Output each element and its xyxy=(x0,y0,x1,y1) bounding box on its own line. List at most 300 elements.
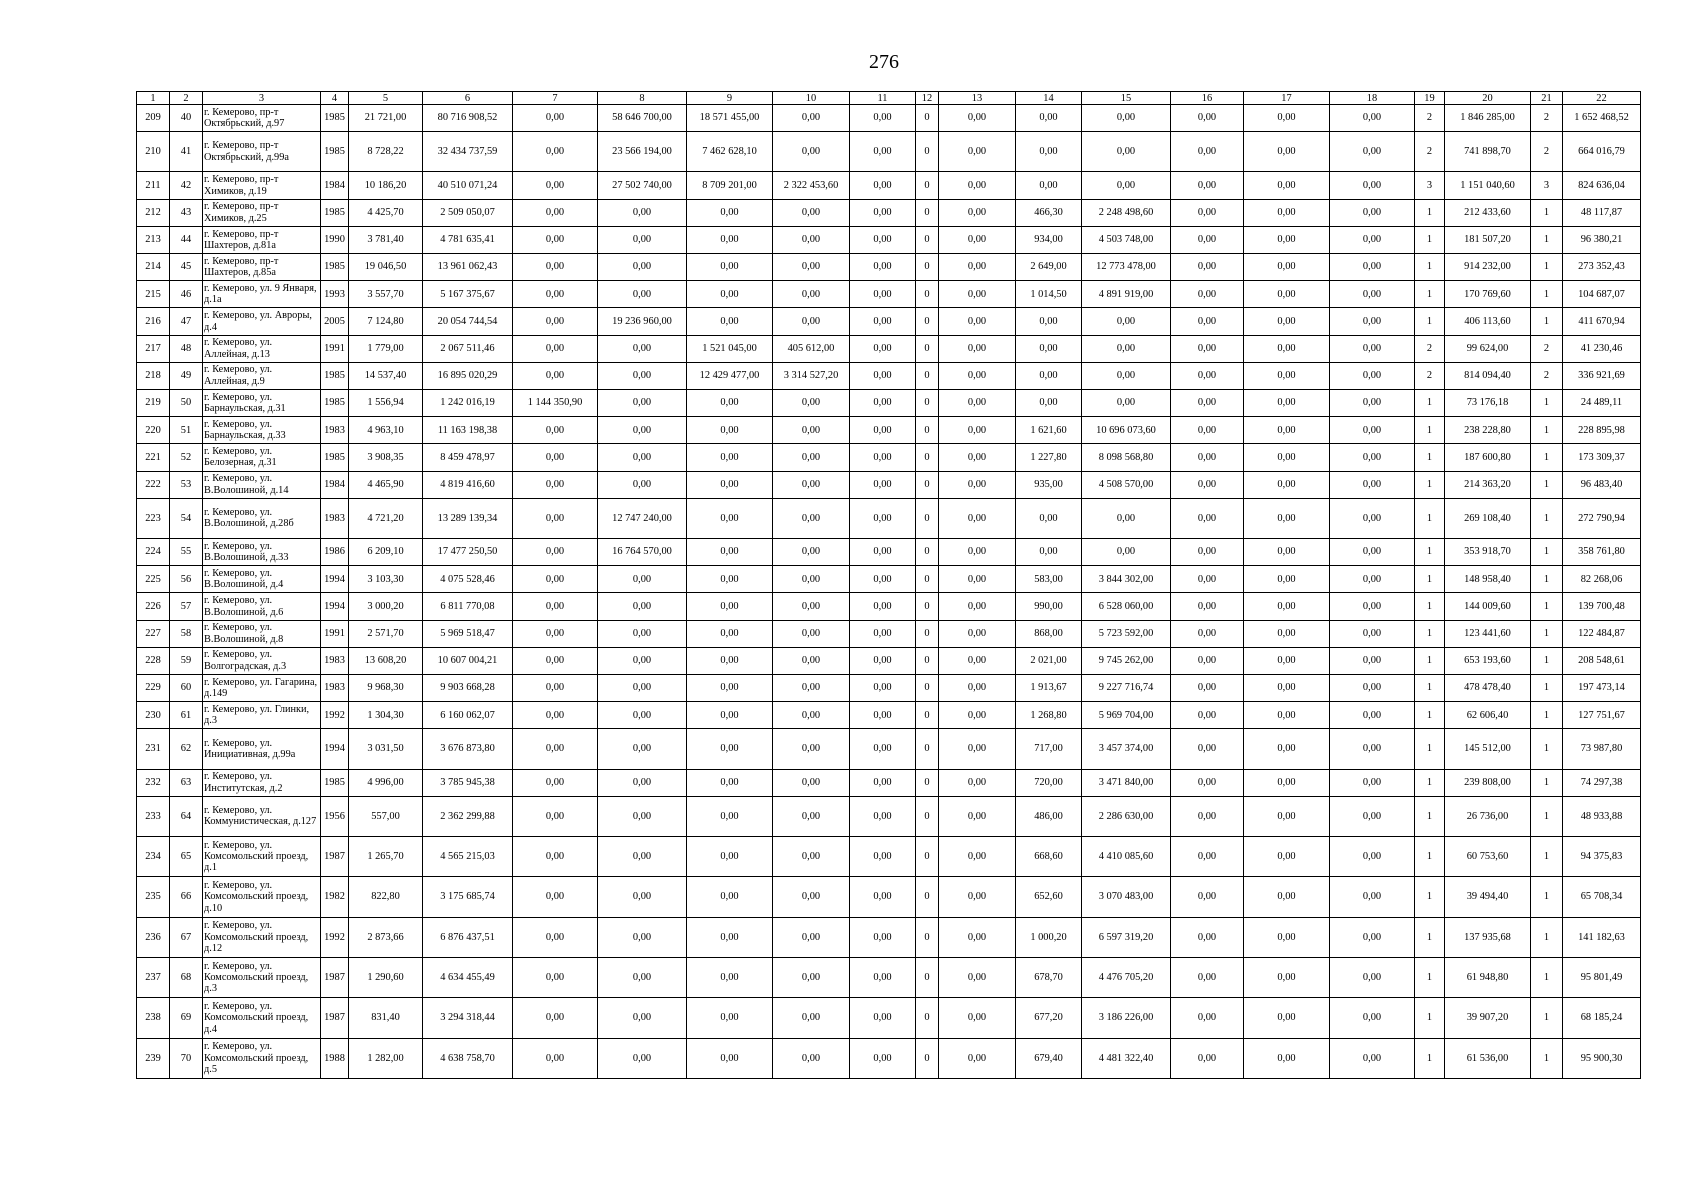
table-cell: 228 895,98 xyxy=(1563,417,1641,444)
table-cell: 80 716 908,52 xyxy=(423,105,513,132)
table-cell: 0,00 xyxy=(850,998,916,1038)
column-number: 1 xyxy=(137,92,170,105)
table-cell: 32 434 737,59 xyxy=(423,132,513,172)
table-cell: 1 xyxy=(1415,674,1445,701)
table-cell: 0,00 xyxy=(1244,539,1330,566)
table-cell: 82 268,06 xyxy=(1563,566,1641,593)
column-number: 20 xyxy=(1445,92,1531,105)
table-cell: 1 xyxy=(1415,796,1445,836)
table-cell: 0,00 xyxy=(773,674,850,701)
table-row xyxy=(137,566,1641,593)
table-cell: 1987 xyxy=(321,998,349,1038)
table-cell: 187 600,80 xyxy=(1445,444,1531,471)
address-cell: г. Кемерово, ул. Глинки, д.3 xyxy=(203,702,321,729)
table-cell: 230 xyxy=(137,702,170,729)
table-cell: 0,00 xyxy=(1244,620,1330,647)
table-cell: 6 597 319,20 xyxy=(1082,917,1171,957)
table-cell: 0 xyxy=(916,362,939,389)
table-cell: 0 xyxy=(916,471,939,498)
table-cell: 0 xyxy=(916,566,939,593)
table-cell: 67 xyxy=(170,917,203,957)
table-cell: 0,00 xyxy=(850,539,916,566)
table-cell: 49 xyxy=(170,362,203,389)
table-cell: 1 xyxy=(1531,958,1563,998)
table-cell: 1984 xyxy=(321,471,349,498)
table-cell: 41 230,46 xyxy=(1563,335,1641,362)
table-cell: 45 xyxy=(170,254,203,281)
table-cell: 0,00 xyxy=(687,281,773,308)
table-cell: 0,00 xyxy=(513,281,598,308)
table-cell: 0,00 xyxy=(773,254,850,281)
table-cell: 212 433,60 xyxy=(1445,199,1531,226)
table-cell: 1 xyxy=(1531,498,1563,538)
table-cell: 1 xyxy=(1531,539,1563,566)
table-cell: 0,00 xyxy=(773,417,850,444)
table-cell: 0,00 xyxy=(598,254,687,281)
table-cell: 868,00 xyxy=(1016,620,1082,647)
table-cell: 234 xyxy=(137,837,170,877)
table-cell: 0,00 xyxy=(850,417,916,444)
table-cell: 0,00 xyxy=(773,566,850,593)
table-cell: 0,00 xyxy=(687,566,773,593)
table-cell: 181 507,20 xyxy=(1445,226,1531,253)
table-cell: 9 903 668,28 xyxy=(423,674,513,701)
table-cell: 225 xyxy=(137,566,170,593)
table-cell: 0,00 xyxy=(513,1038,598,1078)
address-cell: г. Кемерово, ул. В.Волошиной, д.33 xyxy=(203,539,321,566)
table-cell: 104 687,07 xyxy=(1563,281,1641,308)
table-cell: 3 557,70 xyxy=(349,281,423,308)
table-cell: 4 781 635,41 xyxy=(423,226,513,253)
table-cell: 0 xyxy=(916,620,939,647)
table-cell: 0,00 xyxy=(598,917,687,957)
table-cell: 1 304,30 xyxy=(349,702,423,729)
table-cell: 1 xyxy=(1415,877,1445,917)
table-cell: 68 185,24 xyxy=(1563,998,1641,1038)
table-cell: 0,00 xyxy=(850,254,916,281)
table-cell: 0,00 xyxy=(939,226,1016,253)
table-cell: 0,00 xyxy=(1171,674,1244,701)
table-cell: 1 xyxy=(1531,1038,1563,1078)
table-cell: 0,00 xyxy=(1244,172,1330,199)
table-cell: 2 509 050,07 xyxy=(423,199,513,226)
table-cell: 1 xyxy=(1415,998,1445,1038)
table-cell: 238 xyxy=(137,998,170,1038)
table-row xyxy=(137,998,1641,1038)
table-cell: 212 xyxy=(137,199,170,226)
table-cell: 0,00 xyxy=(1171,444,1244,471)
table-cell: 0 xyxy=(916,417,939,444)
table-cell: 60 753,60 xyxy=(1445,837,1531,877)
table-cell: 1 xyxy=(1415,281,1445,308)
table-cell: 127 751,67 xyxy=(1563,702,1641,729)
table-cell: 0 xyxy=(916,254,939,281)
table-row xyxy=(137,132,1641,172)
table-cell: 0,00 xyxy=(1016,308,1082,335)
table-cell: 68 xyxy=(170,958,203,998)
table-cell: 1 556,94 xyxy=(349,389,423,416)
table-cell: 0,00 xyxy=(598,417,687,444)
table-cell: 1993 xyxy=(321,281,349,308)
table-cell: 0,00 xyxy=(773,917,850,957)
table-cell: 0,00 xyxy=(850,172,916,199)
table-cell: 1985 xyxy=(321,254,349,281)
table-cell: 0 xyxy=(916,647,939,674)
table-cell: 0,00 xyxy=(850,593,916,620)
table-cell: 0,00 xyxy=(850,620,916,647)
table-cell: 0,00 xyxy=(687,444,773,471)
table-cell: 0,00 xyxy=(1171,837,1244,877)
table-row xyxy=(137,498,1641,538)
table-cell: 0,00 xyxy=(1330,362,1415,389)
table-cell: 0,00 xyxy=(513,254,598,281)
table-cell: 1985 xyxy=(321,362,349,389)
table-cell: 741 898,70 xyxy=(1445,132,1531,172)
table-cell: 0,00 xyxy=(598,674,687,701)
table-cell: 0,00 xyxy=(687,647,773,674)
table-cell: 0,00 xyxy=(773,620,850,647)
table-cell: 0,00 xyxy=(513,877,598,917)
table-cell: 61 xyxy=(170,702,203,729)
table-cell: 2005 xyxy=(321,308,349,335)
column-number: 22 xyxy=(1563,92,1641,105)
table-cell: 0,00 xyxy=(1330,105,1415,132)
table-cell: 227 xyxy=(137,620,170,647)
table-cell: 272 790,94 xyxy=(1563,498,1641,538)
address-cell: г. Кемерово, пр-т Химиков, д.25 xyxy=(203,199,321,226)
table-cell: 0,00 xyxy=(939,702,1016,729)
table-cell: 0,00 xyxy=(773,796,850,836)
address-cell: г. Кемерово, ул. Комсомольский проезд, д.1 xyxy=(203,837,321,877)
table-cell: 3 103,30 xyxy=(349,566,423,593)
table-cell: 1 xyxy=(1531,877,1563,917)
table-cell: 95 900,30 xyxy=(1563,1038,1641,1078)
table-cell: 0,00 xyxy=(687,796,773,836)
table-cell: 57 xyxy=(170,593,203,620)
table-cell: 10 607 004,21 xyxy=(423,647,513,674)
table-cell: 1984 xyxy=(321,172,349,199)
table-cell: 0,00 xyxy=(598,877,687,917)
table-cell: 65 xyxy=(170,837,203,877)
table-cell: 0,00 xyxy=(939,1038,1016,1078)
table-cell: 235 xyxy=(137,877,170,917)
table-cell: 2 xyxy=(1531,132,1563,172)
table-cell: 336 921,69 xyxy=(1563,362,1641,389)
table-cell: 4 721,20 xyxy=(349,498,423,538)
table-cell: 0,00 xyxy=(1244,998,1330,1038)
table-cell: 14 537,40 xyxy=(349,362,423,389)
table-cell: 0,00 xyxy=(1330,132,1415,172)
table-cell: 5 969 518,47 xyxy=(423,620,513,647)
table-cell: 0,00 xyxy=(1330,226,1415,253)
table-cell: 1 xyxy=(1415,1038,1445,1078)
table-cell: 3 471 840,00 xyxy=(1082,769,1171,796)
table-cell: 0,00 xyxy=(939,769,1016,796)
table-cell: 1 xyxy=(1531,199,1563,226)
table-cell: 0,00 xyxy=(850,702,916,729)
table-cell: 0 xyxy=(916,498,939,538)
table-row xyxy=(137,917,1641,957)
table-cell: 583,00 xyxy=(1016,566,1082,593)
table-cell: 0,00 xyxy=(1244,917,1330,957)
table-cell: 0,00 xyxy=(1330,335,1415,362)
table-cell: 1 xyxy=(1531,389,1563,416)
table-cell: 0,00 xyxy=(1082,132,1171,172)
table-cell: 0,00 xyxy=(850,674,916,701)
table-cell: 6 209,10 xyxy=(349,539,423,566)
address-cell: г. Кемерово, ул. Коммунистическая, д.127 xyxy=(203,796,321,836)
table-cell: 3 000,20 xyxy=(349,593,423,620)
table-cell: 0,00 xyxy=(1171,702,1244,729)
table-cell: 831,40 xyxy=(349,998,423,1038)
table-cell: 51 xyxy=(170,417,203,444)
table-cell: 218 xyxy=(137,362,170,389)
table-cell: 1 913,67 xyxy=(1016,674,1082,701)
table-cell: 0 xyxy=(916,769,939,796)
table-cell: 4 963,10 xyxy=(349,417,423,444)
table-cell: 0 xyxy=(916,335,939,362)
table-cell: 144 009,60 xyxy=(1445,593,1531,620)
table-cell: 20 054 744,54 xyxy=(423,308,513,335)
table-cell: 0,00 xyxy=(850,796,916,836)
column-number: 21 xyxy=(1531,92,1563,105)
table-cell: 60 xyxy=(170,674,203,701)
table-cell: 48 933,88 xyxy=(1563,796,1641,836)
address-cell: г. Кемерово, ул. 9 Января, д.1а xyxy=(203,281,321,308)
address-cell: г. Кемерово, ул. Комсомольский проезд, д.5 xyxy=(203,1038,321,1078)
address-cell: г. Кемерово, пр-т Шахтеров, д.81а xyxy=(203,226,321,253)
table-cell: 0,00 xyxy=(1171,335,1244,362)
table-cell: 0,00 xyxy=(687,308,773,335)
table-cell: 0,00 xyxy=(1244,498,1330,538)
table-cell: 216 xyxy=(137,308,170,335)
table-cell: 21 721,00 xyxy=(349,105,423,132)
table-cell: 0,00 xyxy=(598,281,687,308)
table-cell: 239 808,00 xyxy=(1445,769,1531,796)
table-cell: 0,00 xyxy=(939,796,1016,836)
table-cell: 0,00 xyxy=(1330,702,1415,729)
table-cell: 0,00 xyxy=(850,362,916,389)
table-cell: 122 484,87 xyxy=(1563,620,1641,647)
table-cell: 53 xyxy=(170,471,203,498)
table-cell: 0,00 xyxy=(850,335,916,362)
table-cell: 914 232,00 xyxy=(1445,254,1531,281)
table-cell: 0,00 xyxy=(1244,837,1330,877)
table-cell: 1956 xyxy=(321,796,349,836)
table-cell: 358 761,80 xyxy=(1563,539,1641,566)
table-cell: 56 xyxy=(170,566,203,593)
table-cell: 4 075 528,46 xyxy=(423,566,513,593)
table-cell: 1992 xyxy=(321,702,349,729)
table-cell: 64 xyxy=(170,796,203,836)
table-cell: 822,80 xyxy=(349,877,423,917)
table-cell: 0,00 xyxy=(513,132,598,172)
table-cell: 0,00 xyxy=(1244,729,1330,769)
table-cell: 0,00 xyxy=(850,837,916,877)
table-cell: 0,00 xyxy=(939,620,1016,647)
table-cell: 1985 xyxy=(321,199,349,226)
table-cell: 9 968,30 xyxy=(349,674,423,701)
table-cell: 0,00 xyxy=(773,837,850,877)
table-cell: 9 227 716,74 xyxy=(1082,674,1171,701)
table-cell: 0,00 xyxy=(1330,647,1415,674)
table-cell: 0,00 xyxy=(1330,998,1415,1038)
table-cell: 8 459 478,97 xyxy=(423,444,513,471)
table-cell: 1 521 045,00 xyxy=(687,335,773,362)
table-cell: 1 xyxy=(1415,539,1445,566)
table-cell: 145 512,00 xyxy=(1445,729,1531,769)
table-row xyxy=(137,702,1641,729)
address-cell: г. Кемерово, ул. Барнаульская, д.31 xyxy=(203,389,321,416)
address-cell: г. Кемерово, ул. В.Волошиной, д.6 xyxy=(203,593,321,620)
table-cell: 0,00 xyxy=(773,539,850,566)
table-cell: 0,00 xyxy=(850,444,916,471)
table-cell: 0,00 xyxy=(1244,105,1330,132)
table-cell: 0,00 xyxy=(1330,593,1415,620)
table-cell: 0,00 xyxy=(598,471,687,498)
table-cell: 0,00 xyxy=(1330,729,1415,769)
table-cell: 1 xyxy=(1531,796,1563,836)
table-cell: 137 935,68 xyxy=(1445,917,1531,957)
table-cell: 1 xyxy=(1415,647,1445,674)
table-cell: 0,00 xyxy=(1330,199,1415,226)
table-cell: 61 536,00 xyxy=(1445,1038,1531,1078)
table-cell: 824 636,04 xyxy=(1563,172,1641,199)
table-cell: 0,00 xyxy=(598,593,687,620)
table-cell: 0,00 xyxy=(1171,1038,1244,1078)
table-cell: 55 xyxy=(170,539,203,566)
table-cell: 2 649,00 xyxy=(1016,254,1082,281)
table-cell: 210 xyxy=(137,132,170,172)
table-cell: 12 773 478,00 xyxy=(1082,254,1171,281)
table-cell: 0,00 xyxy=(1244,566,1330,593)
table-row xyxy=(137,1038,1641,1078)
table-cell: 12 429 477,00 xyxy=(687,362,773,389)
table-cell: 1 xyxy=(1531,308,1563,335)
table-cell: 0,00 xyxy=(850,281,916,308)
table-cell: 1994 xyxy=(321,566,349,593)
table-cell: 4 425,70 xyxy=(349,199,423,226)
table-cell: 0,00 xyxy=(598,769,687,796)
table-cell: 1 xyxy=(1415,958,1445,998)
table-cell: 406 113,60 xyxy=(1445,308,1531,335)
table-cell: 5 969 704,00 xyxy=(1082,702,1171,729)
table-cell: 13 289 139,34 xyxy=(423,498,513,538)
table-cell: 148 958,40 xyxy=(1445,566,1531,593)
table-cell: 1 779,00 xyxy=(349,335,423,362)
table-cell: 0,00 xyxy=(513,998,598,1038)
table-cell: 6 160 062,07 xyxy=(423,702,513,729)
table-cell: 58 646 700,00 xyxy=(598,105,687,132)
table-cell: 0,00 xyxy=(1330,837,1415,877)
table-cell: 0,00 xyxy=(1171,796,1244,836)
table-cell: 0,00 xyxy=(1330,281,1415,308)
table-cell: 0,00 xyxy=(598,226,687,253)
table-cell: 42 xyxy=(170,172,203,199)
table-cell: 1 xyxy=(1415,199,1445,226)
table-cell: 1 xyxy=(1531,226,1563,253)
table-cell: 214 363,20 xyxy=(1445,471,1531,498)
table-cell: 1 xyxy=(1531,254,1563,281)
table-cell: 0,00 xyxy=(850,226,916,253)
table-cell: 237 xyxy=(137,958,170,998)
table-cell: 478 478,40 xyxy=(1445,674,1531,701)
table-cell: 0,00 xyxy=(1244,199,1330,226)
table-cell: 2 021,00 xyxy=(1016,647,1082,674)
table-row xyxy=(137,254,1641,281)
table-cell: 0,00 xyxy=(939,566,1016,593)
table-cell: 0,00 xyxy=(513,199,598,226)
table-cell: 5 723 592,00 xyxy=(1082,620,1171,647)
table-cell: 0,00 xyxy=(1330,444,1415,471)
table-cell: 2 322 453,60 xyxy=(773,172,850,199)
table-cell: 221 xyxy=(137,444,170,471)
table-cell: 0,00 xyxy=(1330,389,1415,416)
table-row xyxy=(137,837,1641,877)
address-cell: г. Кемерово, ул. Аллейная, д.9 xyxy=(203,362,321,389)
address-cell: г. Кемерово, ул. Комсомольский проезд, д.3 xyxy=(203,958,321,998)
table-cell: 0,00 xyxy=(598,444,687,471)
table-cell: 668,60 xyxy=(1016,837,1082,877)
table-cell: 664 016,79 xyxy=(1563,132,1641,172)
address-cell: г. Кемерово, ул. В.Волошиной, д.28б xyxy=(203,498,321,538)
table-cell: 0,00 xyxy=(513,362,598,389)
table-cell: 0,00 xyxy=(939,674,1016,701)
table-cell: 0,00 xyxy=(773,958,850,998)
table-cell: 0,00 xyxy=(1171,917,1244,957)
table-cell: 557,00 xyxy=(349,796,423,836)
table-cell: 0,00 xyxy=(773,226,850,253)
table-cell: 0 xyxy=(916,674,939,701)
table-cell: 0,00 xyxy=(1244,226,1330,253)
table-cell: 0,00 xyxy=(1244,593,1330,620)
table-cell: 4 465,90 xyxy=(349,471,423,498)
table-cell: 0,00 xyxy=(1244,308,1330,335)
table-cell: 17 477 250,50 xyxy=(423,539,513,566)
column-number: 8 xyxy=(598,92,687,105)
table-cell: 208 548,61 xyxy=(1563,647,1641,674)
table-cell: 19 236 960,00 xyxy=(598,308,687,335)
table-cell: 1 xyxy=(1415,729,1445,769)
table-cell: 0,00 xyxy=(687,674,773,701)
table-cell: 405 612,00 xyxy=(773,335,850,362)
table-cell: 0,00 xyxy=(1244,702,1330,729)
table-cell: 4 476 705,20 xyxy=(1082,958,1171,998)
table-cell: 0 xyxy=(916,998,939,1038)
table-cell: 0,00 xyxy=(513,335,598,362)
page-number: 276 xyxy=(869,51,899,73)
address-cell: г. Кемерово, ул. В.Волошиной, д.8 xyxy=(203,620,321,647)
table-cell: 0,00 xyxy=(939,389,1016,416)
table-cell: 0,00 xyxy=(773,498,850,538)
table-cell: 0,00 xyxy=(1244,444,1330,471)
table-cell: 0,00 xyxy=(1244,471,1330,498)
table-cell: 0,00 xyxy=(1082,498,1171,538)
table-cell: 0,00 xyxy=(1330,471,1415,498)
table-cell: 0,00 xyxy=(598,1038,687,1078)
table-cell: 11 163 198,38 xyxy=(423,417,513,444)
table-cell: 0,00 xyxy=(1171,389,1244,416)
table-cell: 0,00 xyxy=(1244,281,1330,308)
table-cell: 1983 xyxy=(321,674,349,701)
table-cell: 0,00 xyxy=(850,647,916,674)
table-cell: 2 xyxy=(1531,335,1563,362)
column-number: 7 xyxy=(513,92,598,105)
table-cell: 3 xyxy=(1531,172,1563,199)
table-cell: 54 xyxy=(170,498,203,538)
table-cell: 1 144 350,90 xyxy=(513,389,598,416)
column-number: 13 xyxy=(939,92,1016,105)
